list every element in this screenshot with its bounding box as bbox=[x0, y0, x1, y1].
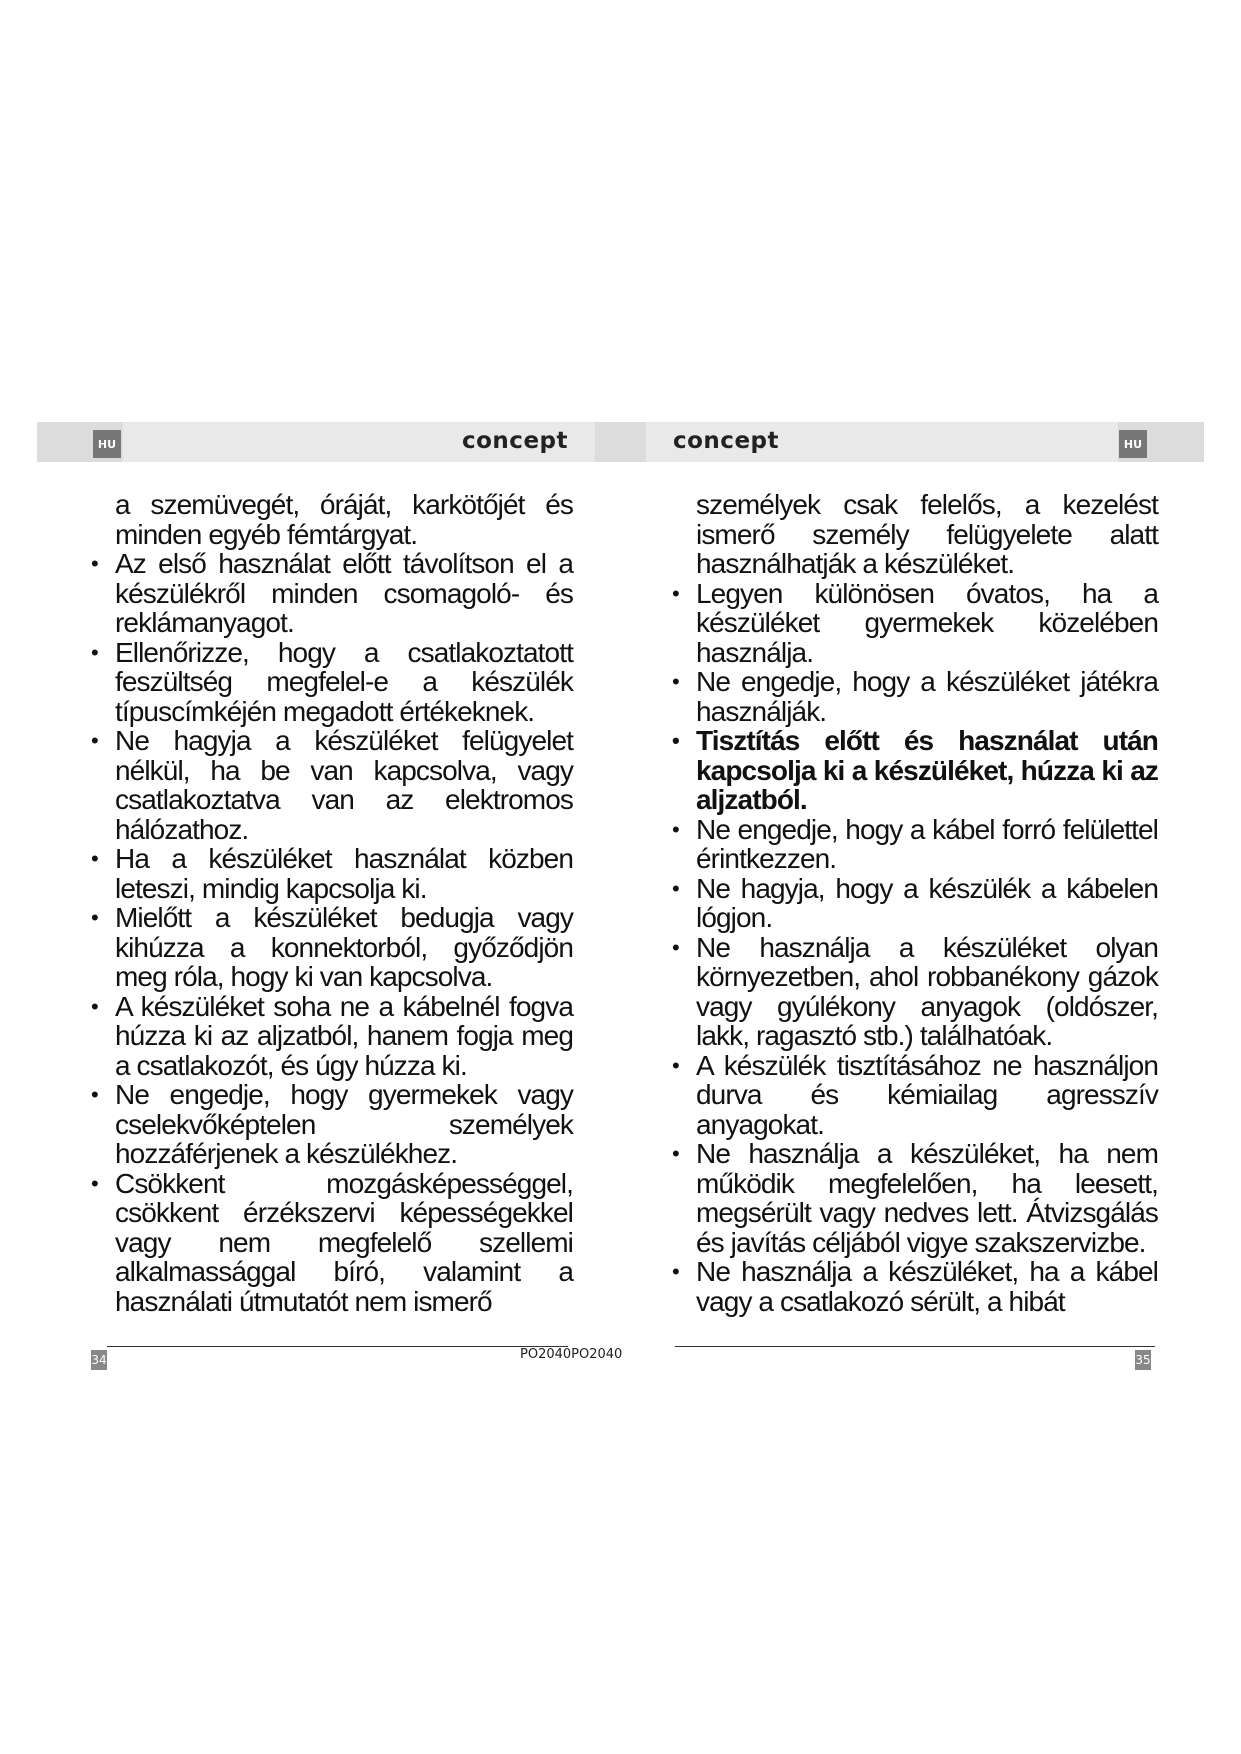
list-item: • Csökkent mozgásképességgel, csökkent érzékszervi képességekkel vagy nem megfelelő szellemi alkalmassággal bíró, valamint a használati útmutatót nem ismerő bbox=[91, 1167, 573, 1317]
language-badge-right: HU bbox=[1119, 430, 1147, 458]
list-item: • Az első használat előtt távolítson el a készülékről minden csomagoló- és reklámanyagot. bbox=[91, 548, 573, 638]
list-item: • Ne engedje, hogy gyermekek vagy cselekvőképtelen személyek hozzáférjenek a készülékhez. bbox=[91, 1079, 573, 1169]
logo-right: concept bbox=[673, 428, 780, 454]
language-badge-left: HU bbox=[93, 430, 121, 458]
footer-rule-right bbox=[675, 1346, 1155, 1347]
list-item: • Ne használja a készüléket, ha a kábel vagy a csatlakozó sérült, a hibát bbox=[672, 1256, 1158, 1317]
list-item: • Ne hagyja, hogy a készülék a kábelen lógjon. bbox=[672, 872, 1158, 933]
list-item: • Ne engedje, hogy a kábel forró felülettel érintkezzen. bbox=[672, 813, 1158, 874]
model-number: PO2040PO2040 bbox=[520, 1347, 623, 1362]
list-item: • Ha a készüléket használat közben leteszi, mindig kapcsolja ki. bbox=[91, 843, 573, 904]
list-item: • Ne engedje, hogy a készüléket játékra használják. bbox=[672, 666, 1158, 727]
logo-left: concept bbox=[462, 428, 569, 454]
list-item: • Mielőtt a készüléket bedugja vagy kihúzza a konnektorból, győződjön meg róla, hogy ki van kapcsolva. bbox=[91, 902, 573, 992]
list-item: • A készülék tisztításához ne használjon durva és kémiailag agresszív anyagokat. bbox=[672, 1049, 1158, 1140]
page-number-left: 34 bbox=[91, 1350, 107, 1370]
list-item-warning: • Tisztítás előtt és használat után kapcsolja ki a készüléket, húzza ki az aljzatból. bbox=[672, 725, 1158, 815]
list-item: • Ne használja a készüléket, ha nem működik megfelelően, ha leesett, megsérült vagy nedves lett. Átvizsgálás és javítás céljából vigye szakszervizbe. bbox=[672, 1138, 1158, 1258]
list-item: • A készüléket soha ne a kábelnél fogva húzza ki az aljzatból, hanem fogja meg a csatlakozót, és úgy húzza ki. bbox=[91, 990, 573, 1081]
right-column bbox=[672, 490, 1158, 1316]
list-item: • Ne használja a készüléket olyan környezetben, ahol robbanékony gázok vagy gyúlékony anyagok (oldószer, lakk, ragasztó stb.) találhatóak. bbox=[672, 931, 1158, 1051]
continuation-text: a szemüvegét, óráját, karkötőjét és minden egyéb fémtárgyat. bbox=[115, 489, 573, 550]
list-item: • Legyen különösen óvatos, ha a készüléket gyermekek közelében használja. bbox=[672, 577, 1158, 668]
list-item: • Ellenőrizze, hogy a csatlakoztatott feszültség megfelel-e a készülék típuscímkéjén megadott értékeknek. bbox=[91, 636, 573, 727]
continuation-text: személyek csak felelős, a kezelést ismerő személy felügyelete alatt használhatják a készüléket. bbox=[696, 489, 1158, 579]
list-item: • Ne hagyja a készüléket felügyelet nélkül, ha be van kapcsolva, vagy csatlakoztatva van az elektromos hálózathoz. bbox=[91, 725, 573, 845]
left-column bbox=[91, 490, 573, 1316]
page-number-right: 35 bbox=[1135, 1350, 1151, 1370]
footer-rule-left bbox=[107, 1346, 568, 1347]
